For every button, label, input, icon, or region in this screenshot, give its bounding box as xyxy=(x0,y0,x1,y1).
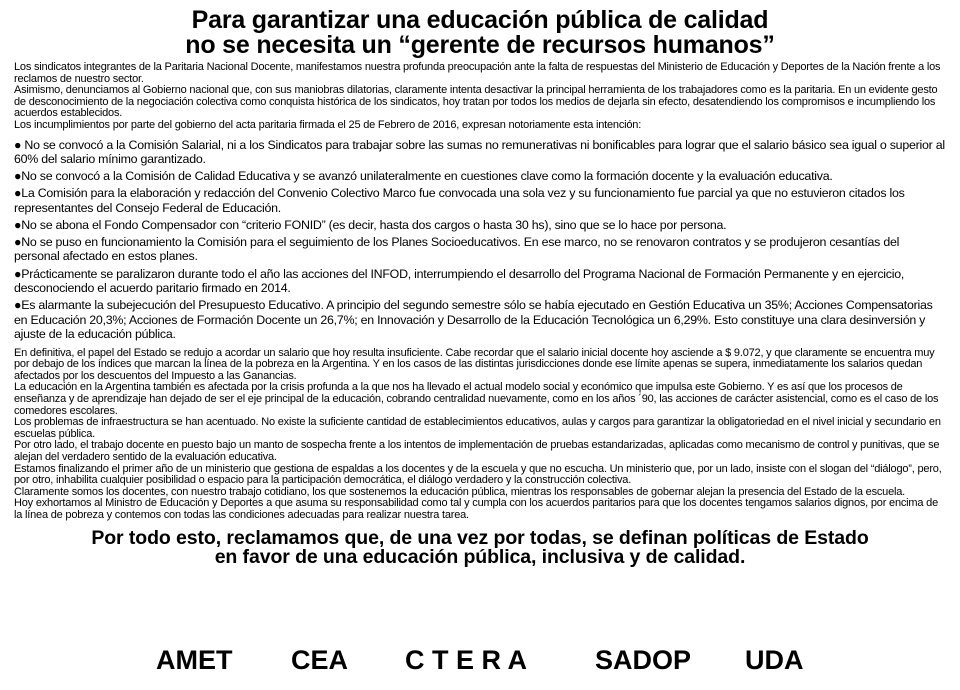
bullet-list xyxy=(14,138,946,342)
closing-demand xyxy=(0,526,960,568)
closing-paragraph: Por otro lado, el trabajo docente en puesto bajo un manto de sospecha frente a los intentos de implementación de pruebas estandarizadas, aplicadas como mecanismo de control y punitivas, que se alejan del verdadero sentido de la evaluación educativa. xyxy=(14,439,940,463)
signatory-ctera: C T E R A xyxy=(405,645,528,675)
demand-line-2: en favor de una educación pública, inclusiva y de calidad. xyxy=(214,545,746,568)
document-title xyxy=(0,8,960,58)
bullet-item: ●La Comisión para la elaboración y redacción del Convenio Colectivo Marco fue convocada una sola vez y su funcionamiento fue parcial ya que no estuvieron citados los representantes del Consejo Federal de Educación. xyxy=(14,186,905,215)
bullet-item: ●No se convocó a la Comisión de Calidad Educativa y se avanzó unilateralmente en cuestiones clave como la formación docente y la evaluación educativa. xyxy=(14,169,833,184)
intro-paragraph: Los incumplimientos por parte del gobierno del acta paritaria firmada el 25 de Febrero de 2016, expresan notoriamente esta intención: xyxy=(14,118,642,131)
closing-paragraph: Hoy exhortamos al Ministro de Educación y Deportes a que asuma su responsabilidad como tal y cumpla con los acuerdos paritarios para que los docentes tengamos salarios dignos, por encima de la línea de pobreza y contemos con todas las condiciones adecuadas para realizar nuestra tarea. xyxy=(14,497,938,521)
title-line-2: no se necesita un “gerente de recursos humanos” xyxy=(185,31,775,59)
closing-paragraph: Los problemas de infraestructura se han acentuado. No existe la suficiente cantidad de establecimientos educativos, aulas y cargos para garantizar la obligatoriedad en el nivel inicial y secundario en escuelas pública. xyxy=(14,416,941,440)
intro-section xyxy=(14,62,946,132)
bullet-item: ●Prácticamente se paralizaron durante todo el año las acciones del INFOD, interrumpiendo el desarrollo del Programa Nacional de Formación Permanente y en ejercicio, desconociendo el acuerdo paritario firmado en 2014. xyxy=(14,266,905,296)
closing-section xyxy=(14,348,946,522)
signatory-sadop: SADOP xyxy=(595,645,692,675)
bullet-item: ●No se abona el Fondo Compensador con “criterio FONID” (es decir, hasta dos cargos o hasta 30 hs), sino que se lo hace por persona. xyxy=(14,217,727,232)
intro-paragraph: Los sindicatos integrantes de la Paritaria Nacional Docente, manifestamos nuestra profunda preocupación ante la falta de respuestas del Ministerio de Educación y Deportes de la Nación frente a los reclamos de nuestro sector. xyxy=(14,61,941,85)
closing-paragraph: Claramente somos los docentes, con nuestro trabajo cotidiano, los que sostenemos la educación pública, mientras los responsables de gobernar alejan la presencia del Estado de la escuela. xyxy=(14,485,906,498)
intro-paragraph: Asimismo, denunciamos al Gobierno nacional que, con sus maniobras dilatorias, claramente intenta desactivar la principal herramienta de los trabajadores como es la paritaria. En un evidente gesto de desconocimiento de la negociación colectiva como conquista histórica de los sindicatos, hoy tratan por todos los medios de dejarla sin efecto, desatendiendo los compromisos e incumpliendo los acuerdos establecidos. xyxy=(14,84,938,120)
bullet-item: ●No se puso en funcionamiento la Comisión para el seguimiento de los Planes Socioeducativos. En ese marco, no se renovaron contratos y se produjeron cesantías del personal afectado en estos planes. xyxy=(14,234,900,264)
title-line-1: Para garantizar una educación pública de calidad xyxy=(191,6,769,34)
closing-paragraph: En definitiva, el papel del Estado se redujo a acordar un salario que hoy resulta insuficiente. Cabe recordar que el salario inicial docente hoy asciende a $ 9.072, y que claramente se encuentra muy por debajo de los índices que marcan la línea de la pobreza en la Argentina. Y en los casos de las distintas jurisdicciones donde ese límite apenas se supera, inmediatamente los salarios quedan afectados por los descuentos del Impuesto a las Ganancias. xyxy=(14,346,935,382)
bullet-item: ●Es alarmante la subejecución del Presupuesto Educativo. A principio del segundo semestre sólo se había ejecutado en Gestión Educativa un 35%; Acciones Compensatorias en Educación 20,3%; Acciones de Formación Docente un 26,7%; en Innovación y Desarrollo de la Educación Tecnológica un 6,29%. Esto constituye una clara desinversión y ajuste de la educación pública. xyxy=(14,298,933,342)
closing-paragraph: La educación en la Argentina también es afectada por la crisis profunda a la que nos ha llevado el actual modelo social y económico que impulsa este Gobierno. Y es así que los procesos de enseñanza y de aprendizaje han dejado de ser el eje principal de la educación, cobrando centralidad nuevamente, como en los años ´90, las acciones de carácter asistencial, como es el caso de los comedores escolares. xyxy=(14,381,939,417)
demand-line-1: Por todo esto, reclamamos que, de una vez por todas, se definan políticas de Estado xyxy=(91,526,869,549)
bullet-item: ● No se convocó a la Comisión Salarial, ni a los Sindicatos para trabajar sobre las sumas no remunerativas ni bonificables para lograr que el salario básico sea igual o superior al 60% del salario mínimo garantizado. xyxy=(14,137,945,167)
signatories xyxy=(0,645,960,677)
signatory-amet: AMET xyxy=(156,645,233,675)
closing-paragraph: Estamos finalizando el primer año de un ministerio que gestiona de espaldas a los docentes y de la escuela y que no escucha. Un ministerio que, por un lado, insiste con el slogan del “diálogo”, pero, por otro, inhabilita cualquier posibilidad o espacio para la participación democrática, el diálogo verdadero y la construcción colectiva. xyxy=(14,462,942,487)
signatory-uda: UDA xyxy=(745,645,804,675)
signatory-cea: CEA xyxy=(291,645,349,675)
